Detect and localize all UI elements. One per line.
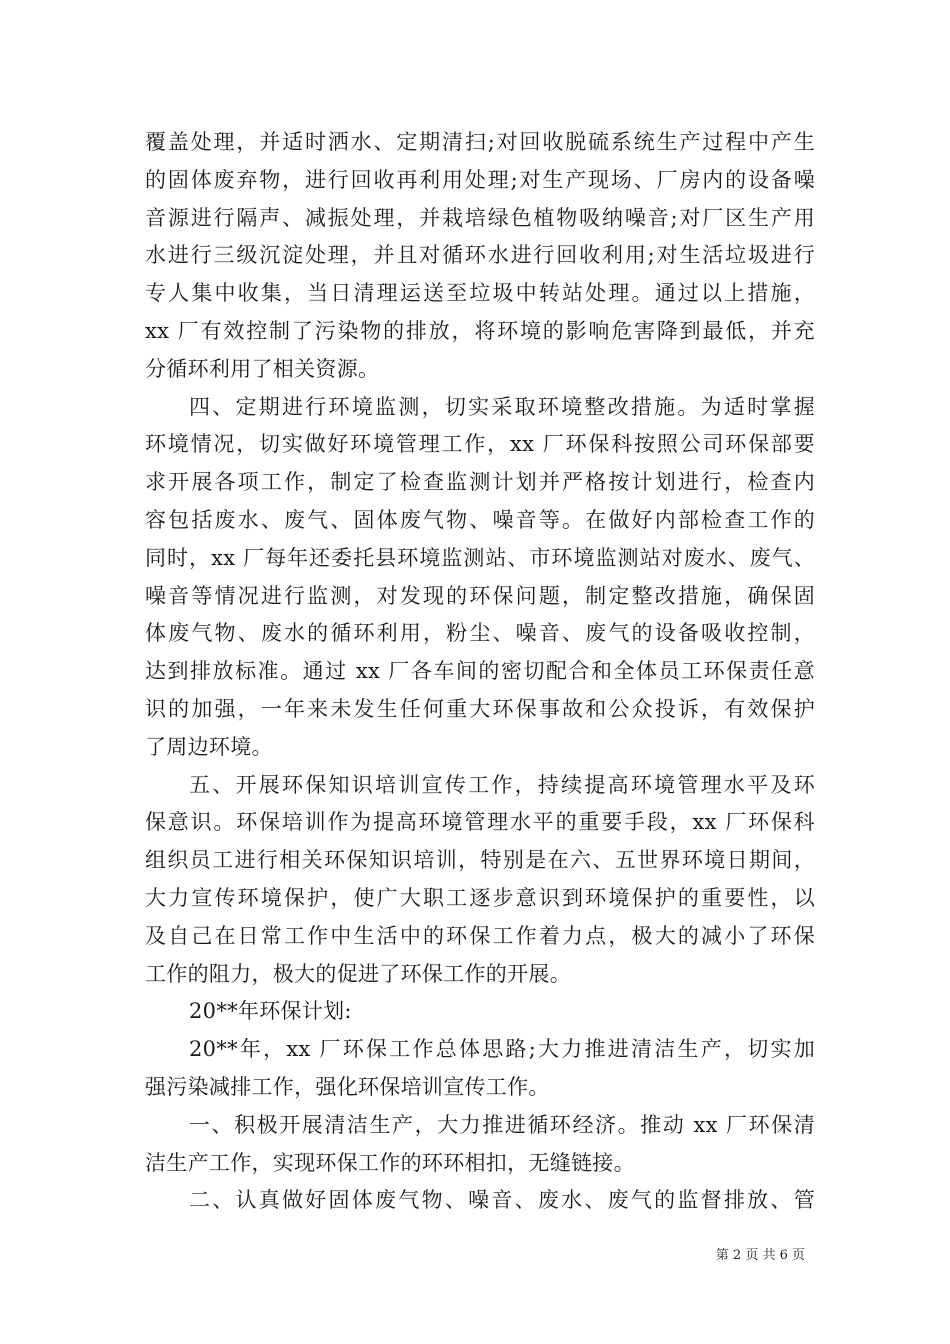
text-line: 容包括废水、废气、固体废气物、噪音等。在做好内部检查工作的	[145, 507, 815, 532]
text-line: 工作的阻力，极大的促进了环保工作的开展。	[145, 961, 571, 986]
text-line: 音源进行隔声、减振处理，并栽培绿色植物吸纳噪音;对厂区生产用	[145, 205, 815, 230]
text-line: 求开展各项工作，制定了检查监测计划并严格按计划进行，检查内	[145, 470, 815, 495]
page-number: 第 2 页 共 6 页	[715, 1248, 805, 1263]
text-line: 了周边环境。	[145, 734, 273, 759]
text-line: 覆盖处理，并适时洒水、定期清扫;对回收脱硫系统生产过程中产生	[145, 130, 815, 154]
plan-title-line: 20**年环保计划:	[189, 999, 352, 1024]
section-heading-line: 四、定期进行环境监测，切实采取环境整改措施。为适时掌握	[189, 394, 815, 419]
text-line: 及自己在日常工作中生活中的环保工作着力点，极大的减小了环保	[145, 923, 815, 948]
text-line: 同时，xx 厂每年还委托县环境监测站、市环境监测站对废水、废气、	[145, 545, 815, 570]
text-line: 噪音等情况进行监测，对发现的环保问题，制定整改措施，确保固	[145, 583, 815, 608]
text-line: 专人集中收集，当日清理运送至垃圾中转站处理。通过以上措施，	[145, 281, 815, 306]
body-text	[145, 124, 815, 1220]
text-line: 分循环利用了相关资源。	[145, 356, 380, 381]
text-line: 强污染减排工作，强化环保培训宣传工作。	[145, 1074, 550, 1099]
section-heading-line: 二、认真做好固体废气物、噪音、废水、废气的监督排放、管	[189, 1188, 815, 1213]
text-line: 20**年，xx 厂环保工作总体思路;大力推进清洁生产，切实加	[189, 1037, 815, 1062]
text-line: 达到排放标准。通过 xx 厂各车间的密切配合和全体员工环保责任意	[145, 659, 815, 684]
text-line: 大力宣传环境保护，使广大职工逐步意识到环境保护的重要性，以	[145, 885, 815, 910]
text-line: 洁生产工作，实现环保工作的环环相扣，无缝链接。	[145, 1150, 635, 1175]
text-line: xx 厂有效控制了污染物的排放，将环境的影响危害降到最低，并充	[145, 318, 815, 343]
text-line: 的固体废弃物，进行回收再利用处理;对生产现场、厂房内的设备噪	[145, 167, 815, 192]
section-heading-line: 五、开展环保知识培训宣传工作，持续提高环境管理水平及环	[189, 772, 815, 797]
text-line: 组织员工进行相关环保知识培训，特别是在六、五世界环境日期间，	[145, 848, 815, 873]
text-line: 水进行三级沉淀处理，并且对循环水进行回收利用;对生活垃圾进行	[145, 243, 815, 268]
text-line: 保意识。环保培训作为提高环境管理水平的重要手段，xx 厂环保科	[145, 810, 815, 835]
text-line: 环境情况，切实做好环境管理工作，xx 厂环保科按照公司环保部要	[145, 432, 815, 457]
text-line: 识的加强，一年来未发生任何重大环保事故和公众投诉，有效保护	[145, 696, 815, 721]
text-line: 体废气物、废水的循环利用，粉尘、噪音、废气的设备吸收控制，	[145, 621, 815, 646]
section-heading-line: 一、积极开展清洁生产，大力推进循环经济。推动 xx 厂环保清	[189, 1112, 815, 1137]
